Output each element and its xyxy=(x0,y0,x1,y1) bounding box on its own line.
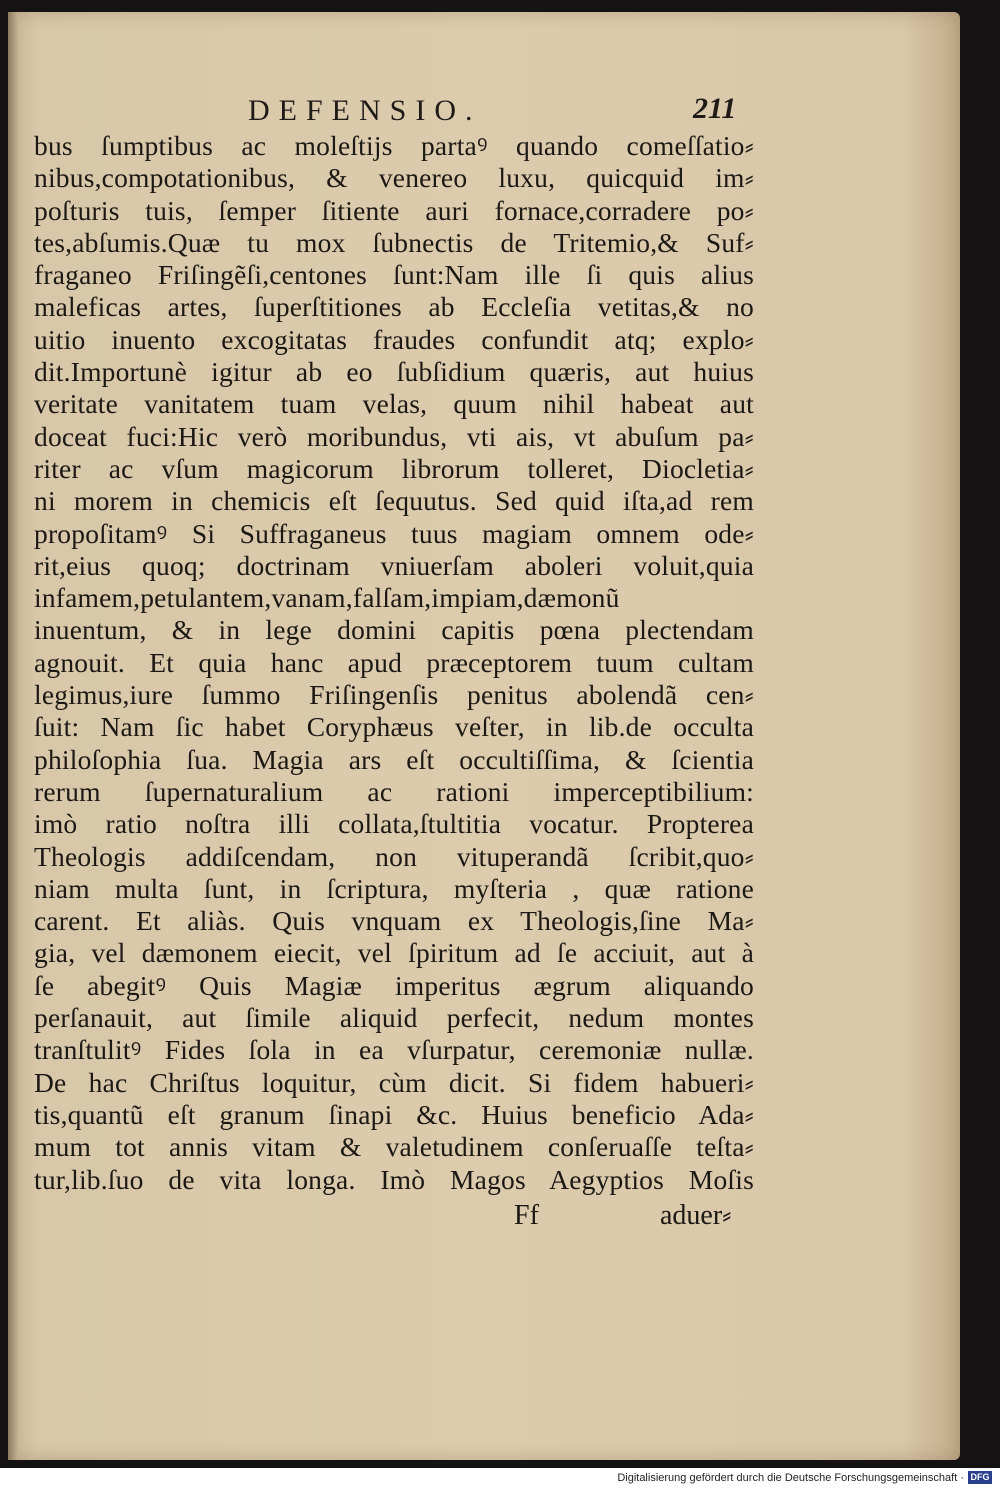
text-line: ſuit: Nam ſic habet Coryphæus veſter, in lib.de occulta xyxy=(34,711,754,743)
text-line: uitio inuento excogitatas fraudes confundit atq; explo⸗ xyxy=(34,323,754,355)
text-line: philoſophia ſua. Magia ars eſt occultiſſima, & ſcientia xyxy=(34,743,754,775)
text-line: tur,lib.ſuo de vita longa. Imò Magos Aegyptios Moſis xyxy=(34,1163,754,1195)
dfg-logo: DFG xyxy=(968,1471,992,1484)
text-line: De hac Chriſtus loquitur, cùm dicit. Si fidem habueri⸗ xyxy=(34,1066,754,1098)
catchword: aduer⸗ xyxy=(660,1200,732,1231)
text-line: tranſtulitꝰ Fides ſola in ea vſurpatur, ceremoniæ nullæ. xyxy=(34,1034,754,1066)
text-line: infamem,petulantem,vanam,falſam,impiam,dæmonũ xyxy=(34,582,620,614)
signature-mark: Ff xyxy=(514,1200,539,1231)
text-line: carent. Et aliàs. Quis vnquam ex Theologis,ſine Ma⸗ xyxy=(34,905,754,937)
text-line: bus ſumptibus ac moleſtijs partaꝰ quando comeſſatio⸗ xyxy=(34,130,754,161)
running-head: DEFENSIO. xyxy=(248,94,482,127)
text-line: tis,quantũ eſt granum ſinapi &c. Huius beneficio Ada⸗ xyxy=(34,1098,754,1130)
digitization-credit: Digitalisierung gefördert durch die Deutsche Forschungsgemeinschaft · xyxy=(617,1472,964,1484)
text-line: fraganeo Friſingẽſi,centones ſunt:Nam ille ſi quis alius xyxy=(34,259,754,291)
text-line: propoſitamꝰ Si Suffraganeus tuus magiam omnem ode⸗ xyxy=(34,517,754,549)
text-line: Theologis addiſcendam, non vituperandã ſcribit,quo⸗ xyxy=(34,840,754,872)
binding-edge xyxy=(8,12,18,1460)
text-line: dit.Importunè igitur ab eo ſubſidium quæris, aut huius xyxy=(34,356,754,388)
text-line: mum tot annis vitam & valetudinem conſeruaſſe teſta⸗ xyxy=(34,1131,754,1163)
text-line: riter ac vſum magicorum librorum tolleret, Diocletia⸗ xyxy=(34,452,754,484)
text-line: legimus,iure ſummo Friſingenſis penitus abolendã cen⸗ xyxy=(34,679,754,711)
text-line: agnouit. Et quia hanc apud præceptorem tuum cultam xyxy=(34,646,754,678)
text-line: inuentum, & in lege domini capitis pœna plectendam xyxy=(34,614,754,646)
text-line: imò ratio noſtra illi collata,ſtultitia vocatur. Propterea xyxy=(34,808,754,840)
text-line: maleficas artes, ſuperſtitiones ab Eccleſia vetitas,& no xyxy=(34,291,754,323)
text-line: ni morem in chemicis eſt ſequutus. Sed quid iſta,ad rem xyxy=(34,485,754,517)
text-line: veritate vanitatem tuam velas, quum nihil habeat aut xyxy=(34,388,754,420)
page-number: 211 xyxy=(693,92,737,125)
text-line: poſturis tuis, ſemper ſitiente auri fornace,corradere po⸗ xyxy=(34,194,754,226)
text-line: gia, vel dæmonem eiecit, vel ſpiritum ad ſe acciuit, aut à xyxy=(34,937,754,969)
text-line: rerum ſupernaturalium ac rationi imperceptibilium: xyxy=(34,775,754,807)
text-line: doceat fuci:Hic verò moribundus, vti ais, vt abuſum pa⸗ xyxy=(34,420,754,452)
body-text xyxy=(34,130,754,1196)
text-line: perſanauit, aut ſimile aliquid perfecit, nedum montes xyxy=(34,1002,754,1034)
text-line: ſe abegitꝰ Quis Magiæ imperitus ægrum aliquando xyxy=(34,969,754,1001)
text-line: rit,eius quoq; doctrinam vniuerſam aboleri voluit,quia xyxy=(34,549,754,581)
text-line: tes,abſumis.Quæ tu mox ſubnectis de Tritemio,& Suf⸗ xyxy=(34,226,754,258)
book-page xyxy=(8,12,960,1460)
text-line: nibus,compotationibus, & venereo luxu, quicquid im⸗ xyxy=(34,162,754,194)
text-line: niam multa ſunt, in ſcriptura, myſteria , quæ ratione xyxy=(34,872,754,904)
